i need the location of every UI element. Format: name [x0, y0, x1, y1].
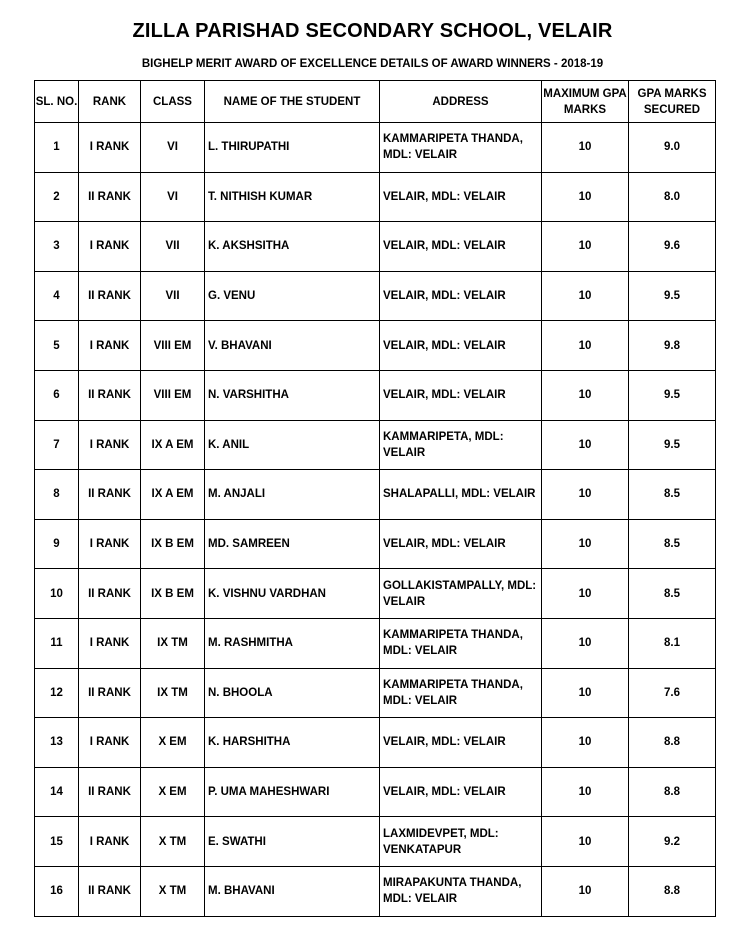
max-gpa-cell: 10: [542, 569, 629, 619]
max-gpa-cell: 10: [542, 123, 629, 173]
address-cell: KAMMARIPETA THANDA, MDL: VELAIR: [380, 668, 542, 718]
rank-cell: I RANK: [79, 618, 141, 668]
student-name-cell: MD. SAMREEN: [205, 519, 380, 569]
gpa-secured-cell: 7.6: [629, 668, 716, 718]
address-cell: SHALAPALLI, MDL: VELAIR: [380, 470, 542, 520]
class-cell: X EM: [141, 767, 205, 817]
address-cell: VELAIR, MDL: VELAIR: [380, 767, 542, 817]
class-cell: VI: [141, 123, 205, 173]
sl-no-cell: 11: [35, 618, 79, 668]
address-cell: VELAIR, MDL: VELAIR: [380, 271, 542, 321]
sl-no-cell: 5: [35, 321, 79, 371]
gpa-secured-cell: 8.1: [629, 618, 716, 668]
student-name-cell: K. ANIL: [205, 420, 380, 470]
class-cell: IX TM: [141, 618, 205, 668]
table-row: [35, 420, 716, 470]
table-row: [35, 668, 716, 718]
gpa-secured-cell: 9.5: [629, 271, 716, 321]
sl-no-cell: 4: [35, 271, 79, 321]
rank-cell: II RANK: [79, 569, 141, 619]
student-name-cell: T. NITHISH KUMAR: [205, 172, 380, 222]
gpa-secured-cell: 8.5: [629, 470, 716, 520]
sl-no-cell: 9: [35, 519, 79, 569]
student-name-cell: M. RASHMITHA: [205, 618, 380, 668]
rank-cell: I RANK: [79, 519, 141, 569]
max-gpa-cell: 10: [542, 420, 629, 470]
col-header-rank: RANK: [79, 81, 141, 123]
class-cell: VI: [141, 172, 205, 222]
student-name-cell: E. SWATHI: [205, 817, 380, 867]
max-gpa-cell: 10: [542, 470, 629, 520]
gpa-secured-cell: 9.8: [629, 321, 716, 371]
class-cell: IX B EM: [141, 569, 205, 619]
document-title: ZILLA PARISHAD SECONDARY SCHOOL, VELAIR: [132, 20, 613, 42]
class-cell: VIII EM: [141, 321, 205, 371]
address-cell: KAMMARIPETA THANDA, MDL: VELAIR: [380, 618, 542, 668]
gpa-secured-cell: 8.8: [629, 866, 716, 916]
rank-cell: I RANK: [79, 222, 141, 272]
max-gpa-cell: 10: [542, 618, 629, 668]
sl-no-cell: 12: [35, 668, 79, 718]
table-row: [35, 470, 716, 520]
table-row: [35, 370, 716, 420]
class-cell: VII: [141, 271, 205, 321]
class-cell: IX A EM: [141, 470, 205, 520]
student-name-cell: M. BHAVANI: [205, 866, 380, 916]
col-header-student-name: NAME OF THE STUDENT: [205, 81, 380, 123]
student-name-cell: P. UMA MAHESHWARI: [205, 767, 380, 817]
class-cell: IX A EM: [141, 420, 205, 470]
address-cell: VELAIR, MDL: VELAIR: [380, 370, 542, 420]
sl-no-cell: 8: [35, 470, 79, 520]
student-name-cell: G. VENU: [205, 271, 380, 321]
col-header-class: CLASS: [141, 81, 205, 123]
col-header-max-gpa: MAXIMUM GPA MARKS: [542, 81, 629, 123]
award-winners-table: [34, 80, 716, 917]
gpa-secured-cell: 8.5: [629, 569, 716, 619]
table-row: [35, 519, 716, 569]
table-body: [35, 123, 716, 917]
rank-cell: II RANK: [79, 370, 141, 420]
address-cell: KAMMARIPETA THANDA, MDL: VELAIR: [380, 123, 542, 173]
rank-cell: II RANK: [79, 866, 141, 916]
table-row: [35, 866, 716, 916]
sl-no-cell: 13: [35, 718, 79, 768]
rank-cell: I RANK: [79, 718, 141, 768]
table-row: [35, 767, 716, 817]
gpa-secured-cell: 9.2: [629, 817, 716, 867]
max-gpa-cell: 10: [542, 370, 629, 420]
address-cell: VELAIR, MDL: VELAIR: [380, 321, 542, 371]
student-name-cell: V. BHAVANI: [205, 321, 380, 371]
address-cell: MIRAPAKUNTA THANDA, MDL: VELAIR: [380, 866, 542, 916]
table-row: [35, 817, 716, 867]
class-cell: IX TM: [141, 668, 205, 718]
table-row: [35, 222, 716, 272]
table-row: [35, 321, 716, 371]
gpa-secured-cell: 9.6: [629, 222, 716, 272]
sl-no-cell: 1: [35, 123, 79, 173]
max-gpa-cell: 10: [542, 767, 629, 817]
student-name-cell: K. HARSHITHA: [205, 718, 380, 768]
sl-no-cell: 15: [35, 817, 79, 867]
sl-no-cell: 3: [35, 222, 79, 272]
col-header-gpa-secured: GPA MARKS SECURED: [629, 81, 716, 123]
class-cell: VIII EM: [141, 370, 205, 420]
rank-cell: II RANK: [79, 668, 141, 718]
rank-cell: I RANK: [79, 817, 141, 867]
rank-cell: II RANK: [79, 271, 141, 321]
gpa-secured-cell: 8.0: [629, 172, 716, 222]
gpa-secured-cell: 9.5: [629, 420, 716, 470]
max-gpa-cell: 10: [542, 668, 629, 718]
class-cell: VII: [141, 222, 205, 272]
table-row: [35, 271, 716, 321]
gpa-secured-cell: 8.8: [629, 767, 716, 817]
rank-cell: I RANK: [79, 321, 141, 371]
table-header-row: [35, 81, 716, 123]
sl-no-cell: 2: [35, 172, 79, 222]
address-cell: VELAIR, MDL: VELAIR: [380, 718, 542, 768]
max-gpa-cell: 10: [542, 271, 629, 321]
max-gpa-cell: 10: [542, 866, 629, 916]
student-name-cell: K. AKSHSITHA: [205, 222, 380, 272]
col-header-sl-no: SL. NO.: [35, 81, 79, 123]
table-row: [35, 172, 716, 222]
address-cell: GOLLAKISTAMPALLY, MDL: VELAIR: [380, 569, 542, 619]
max-gpa-cell: 10: [542, 817, 629, 867]
gpa-secured-cell: 9.5: [629, 370, 716, 420]
gpa-secured-cell: 8.8: [629, 718, 716, 768]
sl-no-cell: 7: [35, 420, 79, 470]
gpa-secured-cell: 8.5: [629, 519, 716, 569]
sl-no-cell: 6: [35, 370, 79, 420]
max-gpa-cell: 10: [542, 519, 629, 569]
address-cell: VELAIR, MDL: VELAIR: [380, 222, 542, 272]
table-row: [35, 569, 716, 619]
gpa-secured-cell: 9.0: [629, 123, 716, 173]
table-row: [35, 123, 716, 173]
table-row: [35, 618, 716, 668]
max-gpa-cell: 10: [542, 718, 629, 768]
student-name-cell: N. VARSHITHA: [205, 370, 380, 420]
rank-cell: I RANK: [79, 123, 141, 173]
address-cell: VELAIR, MDL: VELAIR: [380, 519, 542, 569]
student-name-cell: N. BHOOLA: [205, 668, 380, 718]
rank-cell: II RANK: [79, 172, 141, 222]
class-cell: X EM: [141, 718, 205, 768]
rank-cell: II RANK: [79, 470, 141, 520]
sl-no-cell: 14: [35, 767, 79, 817]
class-cell: IX B EM: [141, 519, 205, 569]
sl-no-cell: 16: [35, 866, 79, 916]
sl-no-cell: 10: [35, 569, 79, 619]
student-name-cell: M. ANJALI: [205, 470, 380, 520]
class-cell: X TM: [141, 866, 205, 916]
table-row: [35, 718, 716, 768]
max-gpa-cell: 10: [542, 222, 629, 272]
rank-cell: I RANK: [79, 420, 141, 470]
address-cell: VELAIR, MDL: VELAIR: [380, 172, 542, 222]
col-header-address: ADDRESS: [380, 81, 542, 123]
document-subtitle: BIGHELP MERIT AWARD OF EXCELLENCE DETAILS OF AWARD WINNERS - 2018-19: [141, 58, 604, 70]
address-cell: KAMMARIPETA, MDL: VELAIR: [380, 420, 542, 470]
student-name-cell: L. THIRUPATHI: [205, 123, 380, 173]
max-gpa-cell: 10: [542, 321, 629, 371]
student-name-cell: K. VISHNU VARDHAN: [205, 569, 380, 619]
rank-cell: II RANK: [79, 767, 141, 817]
class-cell: X TM: [141, 817, 205, 867]
max-gpa-cell: 10: [542, 172, 629, 222]
address-cell: LAXMIDEVPET, MDL: VENKATAPUR: [380, 817, 542, 867]
